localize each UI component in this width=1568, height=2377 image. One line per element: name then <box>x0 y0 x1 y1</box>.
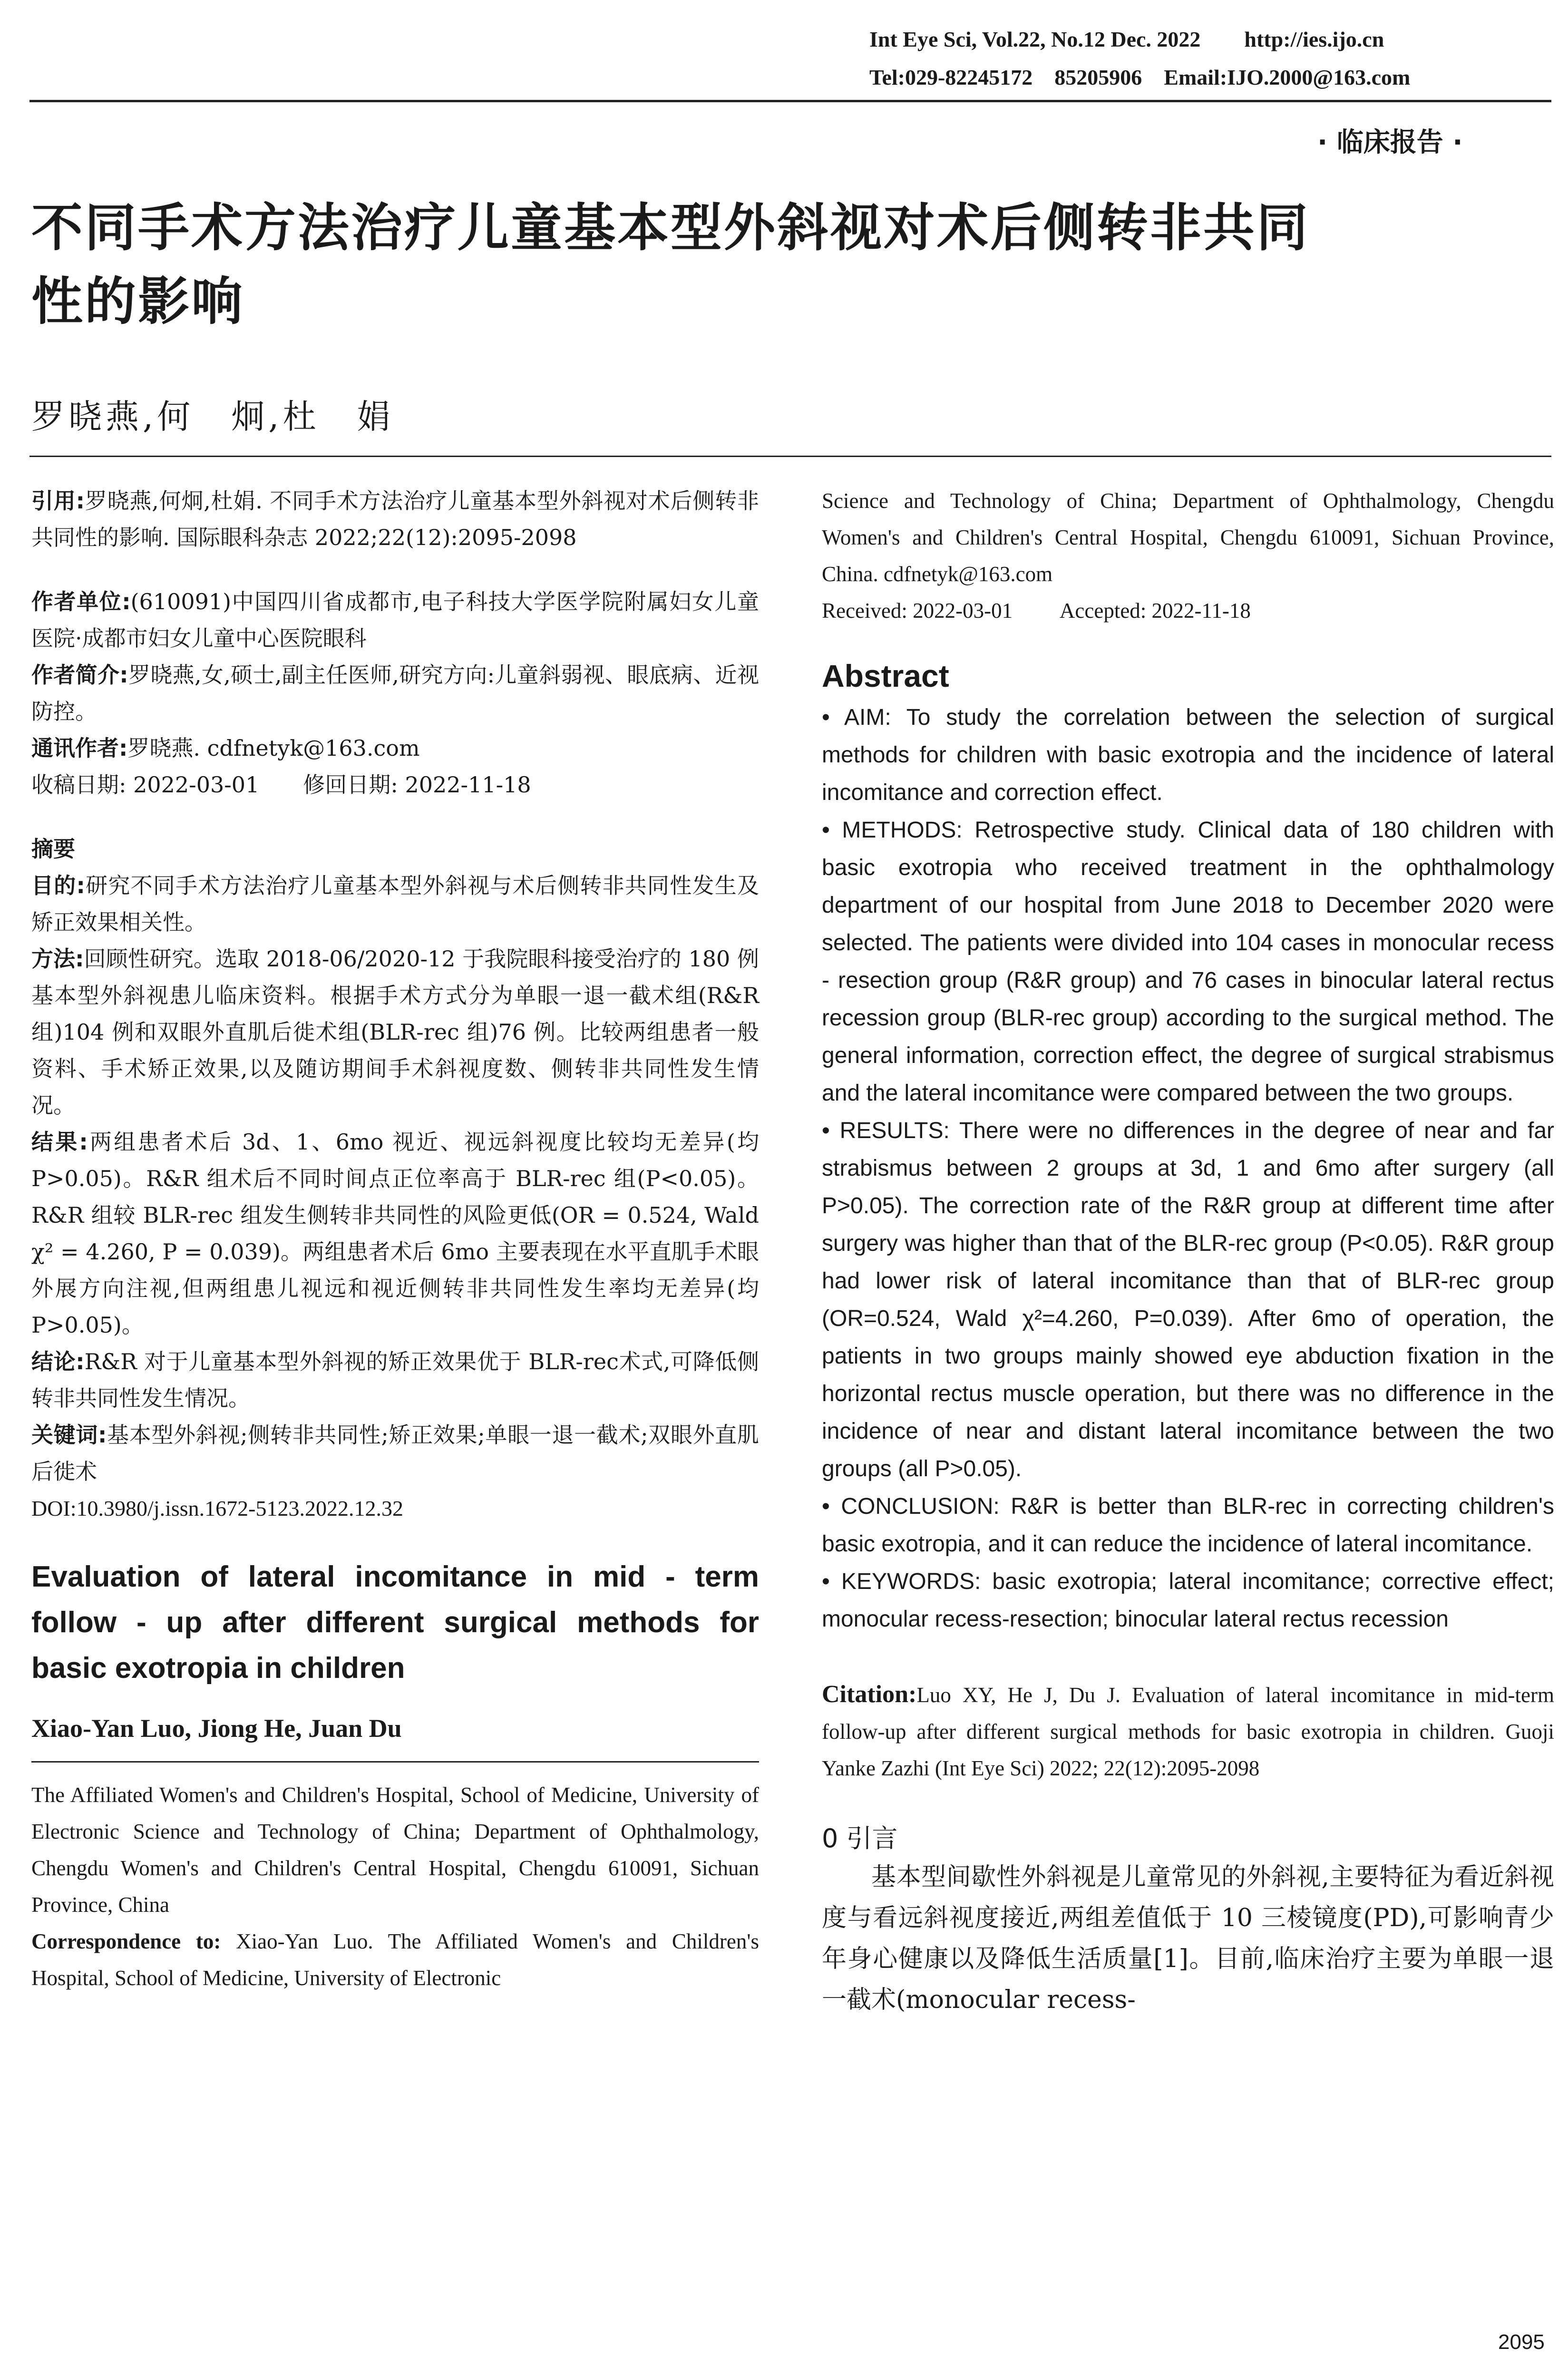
abstract-zh-keywords <box>31 1417 759 1490</box>
received-dates-zh: 收稿日期: 2022-03-01 修回日期: 2022-11-18 <box>31 772 531 798</box>
received-dates-en: Received: 2022-03-01 Accepted: 2022-11-18 <box>822 599 1251 623</box>
affiliation-zh-label: 作者单位: <box>31 589 131 614</box>
affiliation-zh <box>31 584 759 657</box>
intro-heading: 0 引言 <box>822 1823 898 1853</box>
correspondence-en-text: Xiao-Yan Luo. The Affiliated Women's and Children's Hospital, School of Medicine, University of Electronic <box>31 1929 759 1990</box>
abstract-en-aim: • AIM: To study the correlation between the selection of surgical methods for children with basic exotropia and the incidence of lateral incomitance and correction effect. <box>822 705 1554 805</box>
citation-en-text: Luo XY, He J, Du J. Evaluation of lateral incomitance in mid-term follow-up after different surgical methods for basic exotropia in children. Guoji Yanke Zazhi (Int Eye Sci) 2022; 22(12):2095-2098 <box>822 1683 1554 1780</box>
affiliation-en: The Affiliated Women's and Children's Hospital, School of Medicine, University of Electronic Science and Technology of China; Department of Ophthalmology, Chengdu Women's and Children's Central Hospital, Chengdu 610091, Sichuan Province, China <box>31 1783 759 1917</box>
author-bio <box>31 657 759 730</box>
aim-zh-text: 研究不同手术方法治疗儿童基本型外斜视与术后侧转非共同性发生及矫正效果相关性。 <box>31 873 759 935</box>
correspondence-en-cont: Science and Technology of China; Department of Ophthalmology, Chengdu Women's and Children's Central Hospital, Chengdu 610091, Sichuan Province, China. cdfnetyk@163.com <box>822 489 1554 586</box>
left-column <box>31 483 759 1997</box>
page-number: 2095 <box>1498 2330 1545 2354</box>
title-zh-line1: 不同手术方法治疗儿童基本型外斜视对术后侧转非共同 <box>31 198 1310 258</box>
abstract-en-keywords: • KEYWORDS: basic exotropia; lateral incomitance; corrective effect; monocular recess-resection; binocular lateral rectus recession <box>822 1569 1554 1632</box>
author-bio-text: 罗晓燕,女,硕士,副主任医师,研究方向:儿童斜弱视、眼底病、近视防控。 <box>31 662 759 724</box>
affiliation-zh-text: (610091)中国四川省成都市,电子科技大学医学院附属妇女儿童医院·成都市妇女儿童中心医院眼科 <box>31 589 759 651</box>
corresponding-author-text: 罗晓燕. cdfnetyk@163.com <box>127 735 420 761</box>
methods-zh-label: 方法: <box>31 946 84 972</box>
citation-zh-label: 引用: <box>31 488 85 514</box>
correspondence-en-label: Correspondence to: <box>31 1929 221 1953</box>
title-en: Evaluation of lateral incomitance in mid - term follow - up after different surgical methods for basic exotropia in children <box>31 1560 759 1685</box>
abstract-en-methods: • METHODS: Retrospective study. Clinical data of 180 children with basic exotropia who received treatment in the ophthalmology department of our hospital from June 2018 to December 2020 were selected. The patients were divided into 104 cases in monocular recess - resection group (R&R group) and 76 cases in binocular lateral rectus recession group (BLR-rec group) according to the surgical method. The general information, correction effect, the degree of surgical strabismus and the lateral incomitance were compared between the two groups. <box>822 818 1554 1106</box>
doi: DOI:10.3980/j.issn.1672-5123.2022.12.32 <box>31 1496 403 1520</box>
corresponding-author-label: 通讯作者: <box>31 735 128 761</box>
intro-paragraph: 基本型间歇性外斜视是儿童常见的外斜视,主要特征为看近斜视度与看远斜视度接近,两组差值低于 10 三棱镜度(PD),可影响青少年身心健康以及降低生活质量[1]。目前,临床治疗主要为单眼一退一截术(monocular recess- <box>822 1863 1554 2014</box>
abstract-zh-results <box>31 1124 759 1344</box>
citation-en-label: Citation: <box>822 1681 917 1708</box>
authors-en: Xiao-Yan Luo, Jiong He, Juan Du <box>31 1714 402 1743</box>
abstract-en-body <box>822 699 1554 1638</box>
correspondence-en <box>31 1923 759 1997</box>
citation-zh <box>31 483 759 556</box>
corresponding-author <box>31 730 759 767</box>
conclusion-zh-text: R&R 对于儿童基本型外斜视的矫正效果优于 BLR-rec术式,可降低侧转非共同性发生情况。 <box>31 1349 759 1411</box>
running-header-contact: Tel:029-82245172 85205906 Email:IJO.2000@163.com <box>869 65 1411 89</box>
abstract-en-heading: Abstract <box>822 658 949 693</box>
intro-body <box>822 1857 1554 2020</box>
abstract-zh-heading: 摘要 <box>31 836 75 862</box>
abstract-en-conclusion: • CONCLUSION: R&R is better than BLR-rec in correcting children's basic exotropia, and it can reduce the incidence of lateral incomitance. <box>822 1494 1554 1557</box>
title-rule <box>29 456 1551 457</box>
results-zh-text: 两组患者术后 3d、1、6mo 视近、视远斜视度比较均无差异(均 P>0.05)。R&R 组术后不同时间点正位率高于 BLR-rec 组(P<0.05)。R&R 组较 BLR-rec 组发生侧转非共同性的风险更低(OR = 0.524, Wald χ² = 4.260, P = 0.039)。两组患者术后 6mo 主要表现在水平直肌手术眼外展方向注视,但两组患儿视远和视近侧转非共同性发生率均无差异(均 P>0.05)。 <box>31 1129 760 1338</box>
author-bio-label: 作者简介: <box>31 662 128 688</box>
right-column <box>822 483 1554 2020</box>
aim-zh-label: 目的: <box>31 873 85 898</box>
abstract-en-results: • RESULTS: There were no differences in the degree of near and far strabismus between 2 groups at 3d, 1 and 6mo after surgery (all P>0.05). The correction rate of the R&R group at different time after surgery was higher than that of the BLR-rec group (P<0.05). R&R group had lower risk of lateral incomitance than that of BLR-rec group (OR=0.524, Wald χ²=4.260, P=0.039). After 6mo of operation, the patients in two groups mainly showed eye abduction fixation in the horizontal rectus muscle operation, but there was no difference in the incidence of near and distant lateral incomitance between the two groups (all P>0.05). <box>822 1118 1554 1481</box>
results-zh-label: 结果: <box>31 1129 88 1155</box>
conclusion-zh-label: 结论: <box>31 1349 85 1374</box>
authors-zh: 罗晓燕,何 炯,杜 娟 <box>31 397 394 436</box>
keywords-zh-text: 基本型外斜视;侧转非共同性;矫正效果;单眼一退一截术;双眼外直肌后徙术 <box>31 1422 759 1484</box>
running-header-journal: Int Eye Sci, Vol.22, No.12 Dec. 2022 http://ies.ijo.cn <box>869 27 1384 51</box>
header-rule <box>29 100 1551 102</box>
section-tag: · 临床报告 · <box>1317 127 1463 158</box>
methods-zh-text: 回顾性研究。选取 2018-06/2020-12 于我院眼科接受治疗的 180 例基本型外斜视患儿临床资料。根据手术方式分为单眼一退一截术组(R&R 组)104 例和双眼外直肌后徙术组(BLR-rec 组)76 例。比较两组患者一般资料、手术矫正效果,以及随访期间手术斜视度数、侧转非共同性发生情况。 <box>31 946 759 1118</box>
abstract-zh-methods <box>31 941 759 1124</box>
title-zh-line2: 性的影响 <box>31 272 245 331</box>
citation-zh-text: 罗晓燕,何炯,杜娟. 不同手术方法治疗儿童基本型外斜视对术后侧转非共同性的影响. 国际眼科杂志 2022;22(12):2095-2098 <box>31 488 759 550</box>
abstract-zh-aim <box>31 867 759 941</box>
keywords-zh-label: 关键词: <box>31 1422 107 1448</box>
abstract-zh-conclusion <box>31 1344 759 1417</box>
citation-en <box>822 1676 1554 1787</box>
